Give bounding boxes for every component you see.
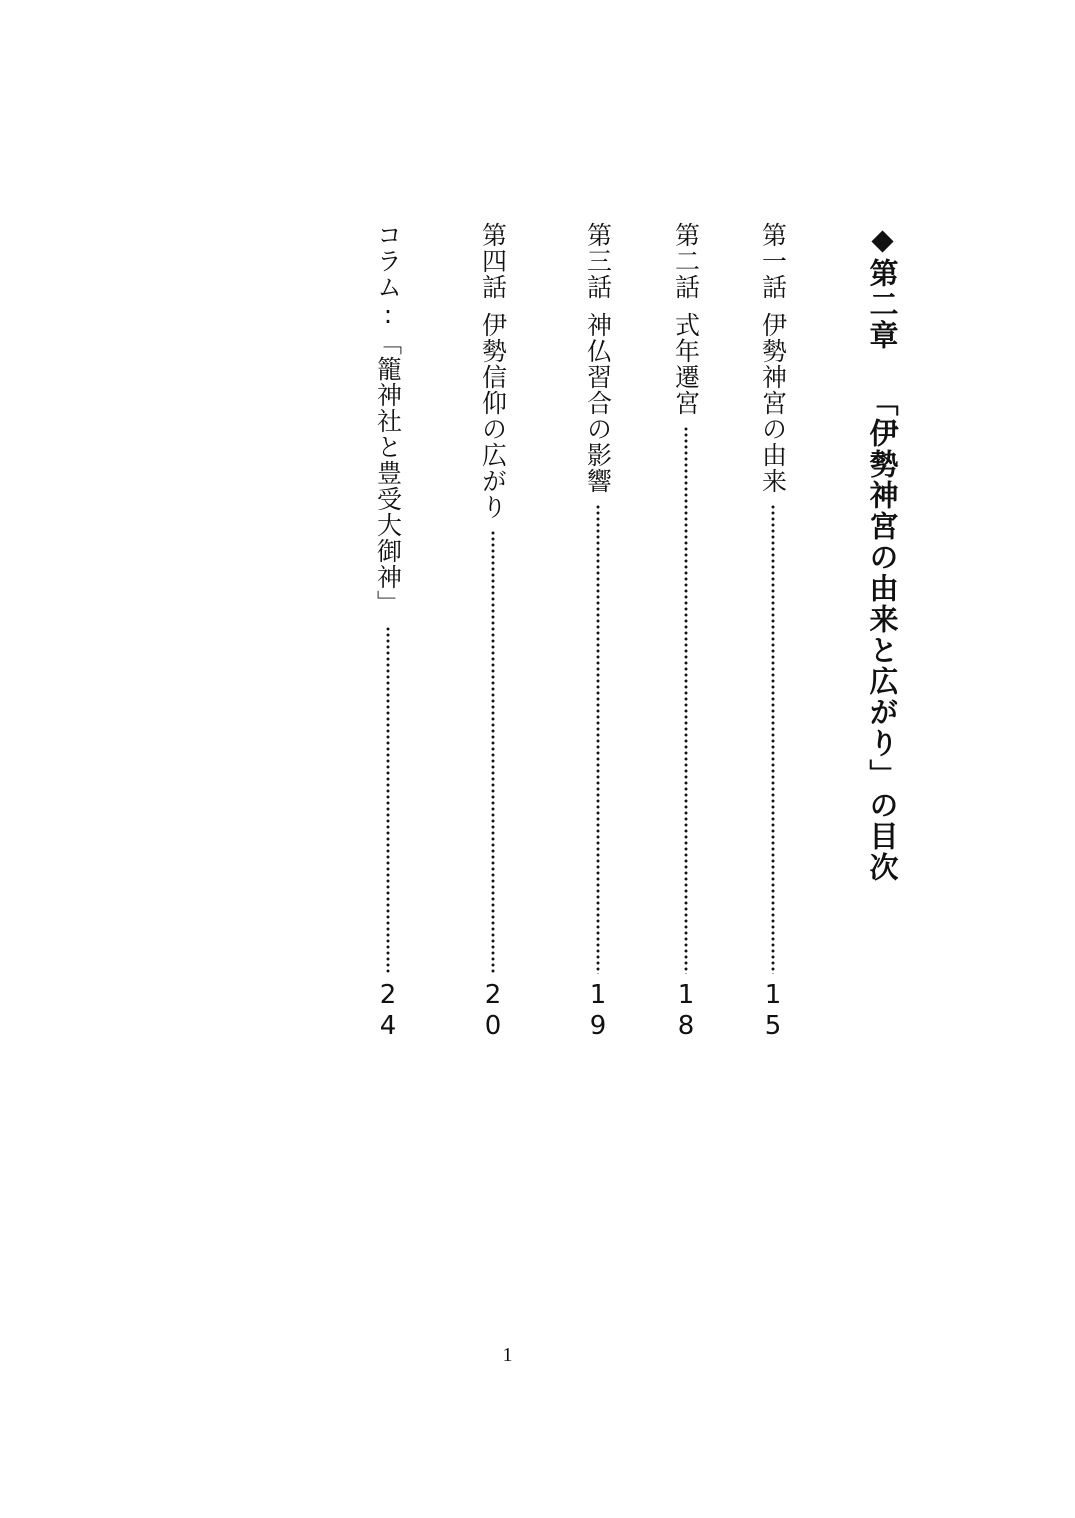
toc-entry-5[interactable] <box>368 222 408 1042</box>
dot-leader <box>684 426 688 974</box>
entry-title: 伊勢信仰の広がり <box>478 312 508 520</box>
entry-page-number: 20 <box>478 980 508 1042</box>
toc-entry-3[interactable] <box>578 222 618 1042</box>
entry-page-number: 18 <box>671 980 701 1042</box>
heading-marker: ◆ <box>865 222 900 258</box>
entry-title: 神仏習合の影響 <box>583 312 613 494</box>
footer-page-number: 1 <box>502 1344 513 1366</box>
entry-page-number: 19 <box>583 980 613 1042</box>
heading-text: 第二章 「伊勢神宮の由来と広がり」の目次 <box>865 258 900 883</box>
entry-title: 伊勢神宮の由来 <box>758 312 788 494</box>
entry-label: 第一話 <box>758 222 788 300</box>
entry-label: 第四話 <box>478 222 508 300</box>
dot-leader <box>386 626 390 974</box>
dot-leader <box>771 504 775 974</box>
entry-title: 「籠神社と豊受大御神」 <box>373 330 403 616</box>
entry-page-number: 15 <box>758 980 788 1042</box>
entry-label: 第二話 <box>671 222 701 300</box>
entry-label: コラム: <box>373 222 403 330</box>
toc-entry-1[interactable] <box>753 222 793 1042</box>
entry-page-number: 24 <box>373 980 403 1042</box>
toc-entry-4[interactable] <box>473 222 513 1042</box>
toc-heading <box>860 222 904 883</box>
entry-label: 第三話 <box>583 222 613 300</box>
dot-leader <box>596 504 600 974</box>
dot-leader <box>491 530 495 974</box>
entry-title: 式年遷宮 <box>671 312 701 416</box>
table-of-contents <box>360 222 920 1052</box>
toc-entry-2[interactable] <box>666 222 706 1042</box>
